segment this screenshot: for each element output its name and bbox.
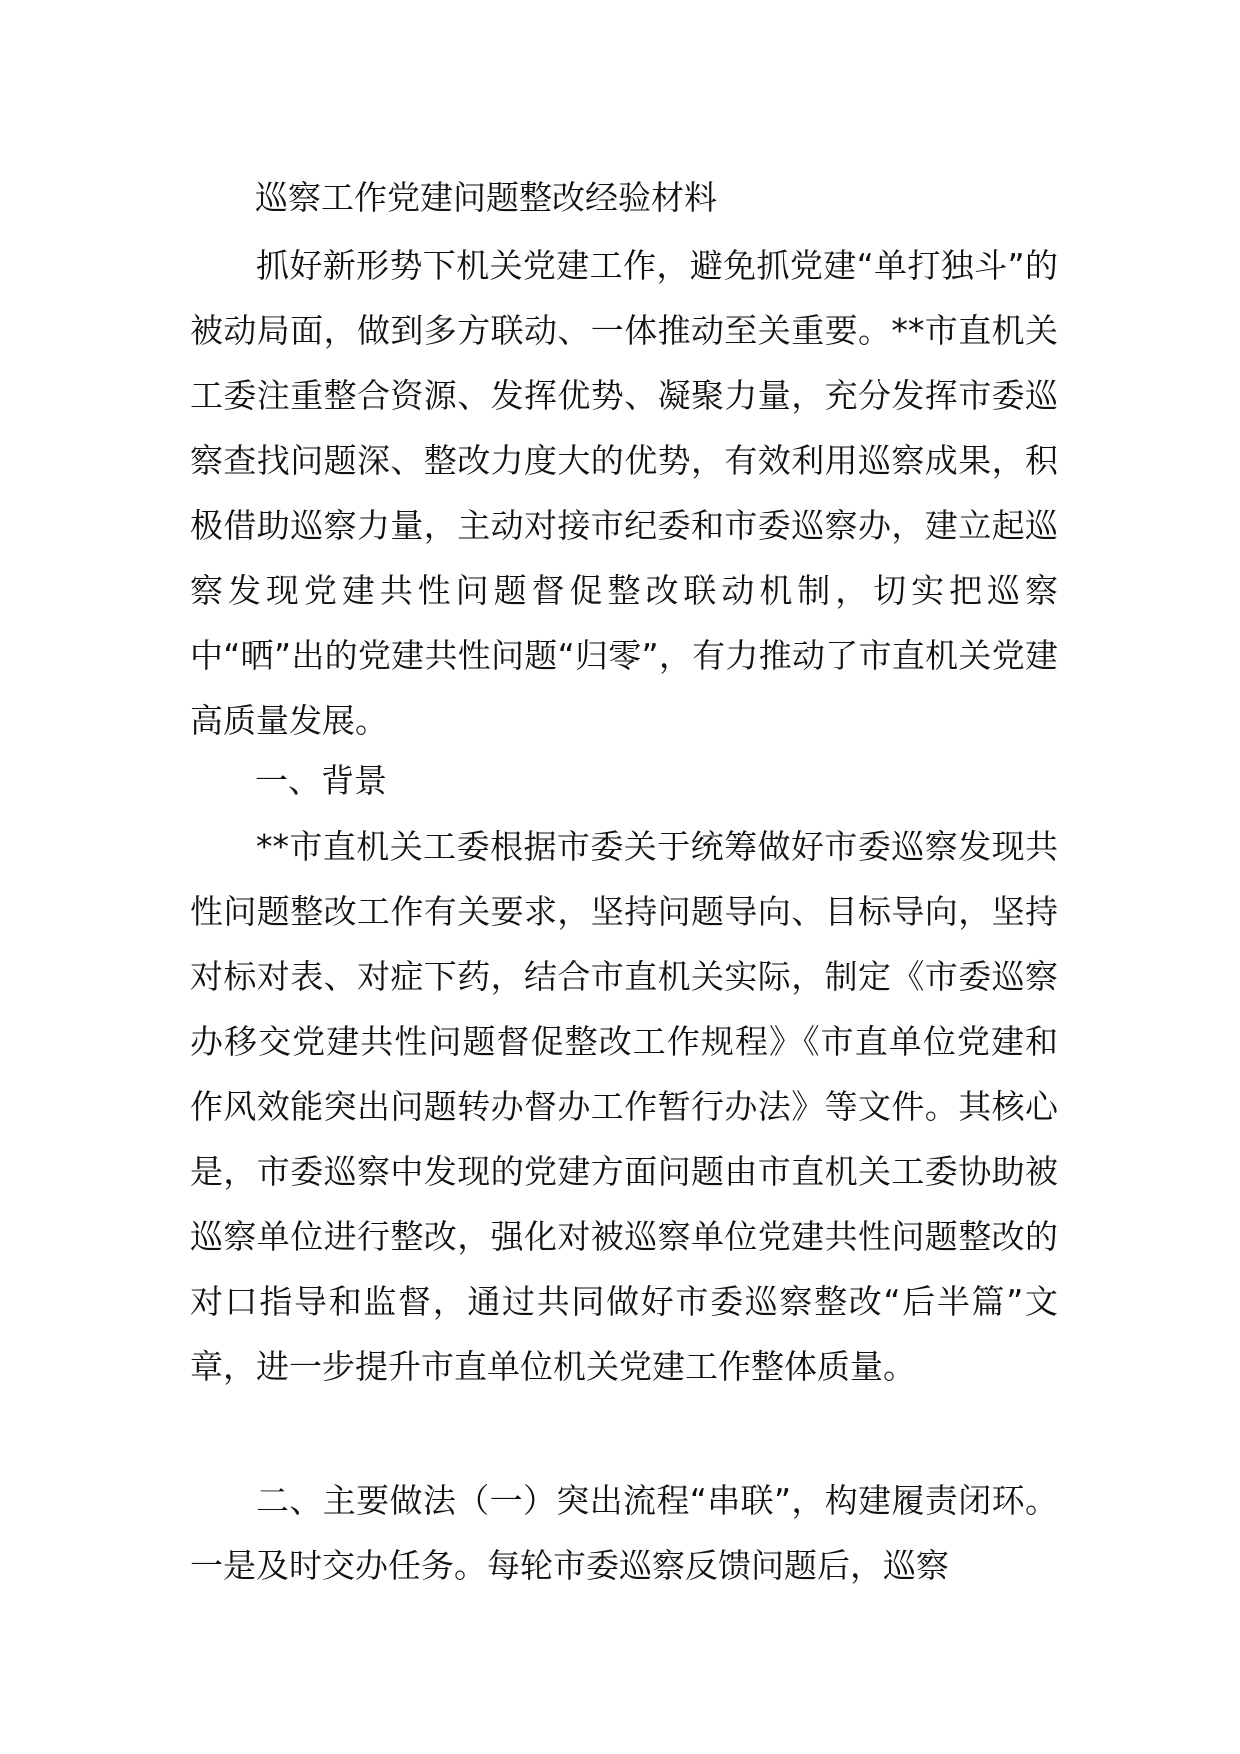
background-paragraph: **市直机关工委根据市委关于统筹做好市委巡察发现共性问题整改工作有关要求，坚持问题导向、目标导向，坚持对标对表、对症下药，结合市直机关实际，制定《市委巡察办移交党建共性问题督促整改工作规程》《市直单位党建和作风效能突出问题转办督办工作暂行办法》等文件。其核心是，市委巡察中发现的党建方面问题由市直机关工委协助被巡察单位进行整改，强化对被巡察单位党建共性问题整改的对口指导和监督，通过共同做好市委巡察整改“后半篇”文章，进一步提升市直单位机关党建工作整体质量。 (190, 827, 1058, 1386)
intro-paragraph: 抓好新形势下机关党建工作，避免抓党建“单打独斗”的被动局面，做到多方联动、一体推动至关重要。**市直机关工委注重整合资源、发挥优势、凝聚力量，充分发挥市委巡察查找问题深、整改力度大的优势，有效利用巡察成果，积极借助巡察力量，主动对接市纪委和市委巡察办，建立起巡察发现党建共性问题督促整改联动机制，切实把巡察中“晒”出的党建共性问题“归零”，有力推动了市直机关党建高质量发展。 (190, 246, 1058, 740)
document-title: 巡察工作党建问题整改经验材料 (255, 178, 717, 217)
section-heading-background: 一、背景 (255, 761, 387, 800)
main-practices-paragraph: 二、主要做法（一）突出流程“串联”，构建履责闭环。一是及时交办任务。每轮市委巡察反馈问题后，巡察 (190, 1481, 1058, 1585)
